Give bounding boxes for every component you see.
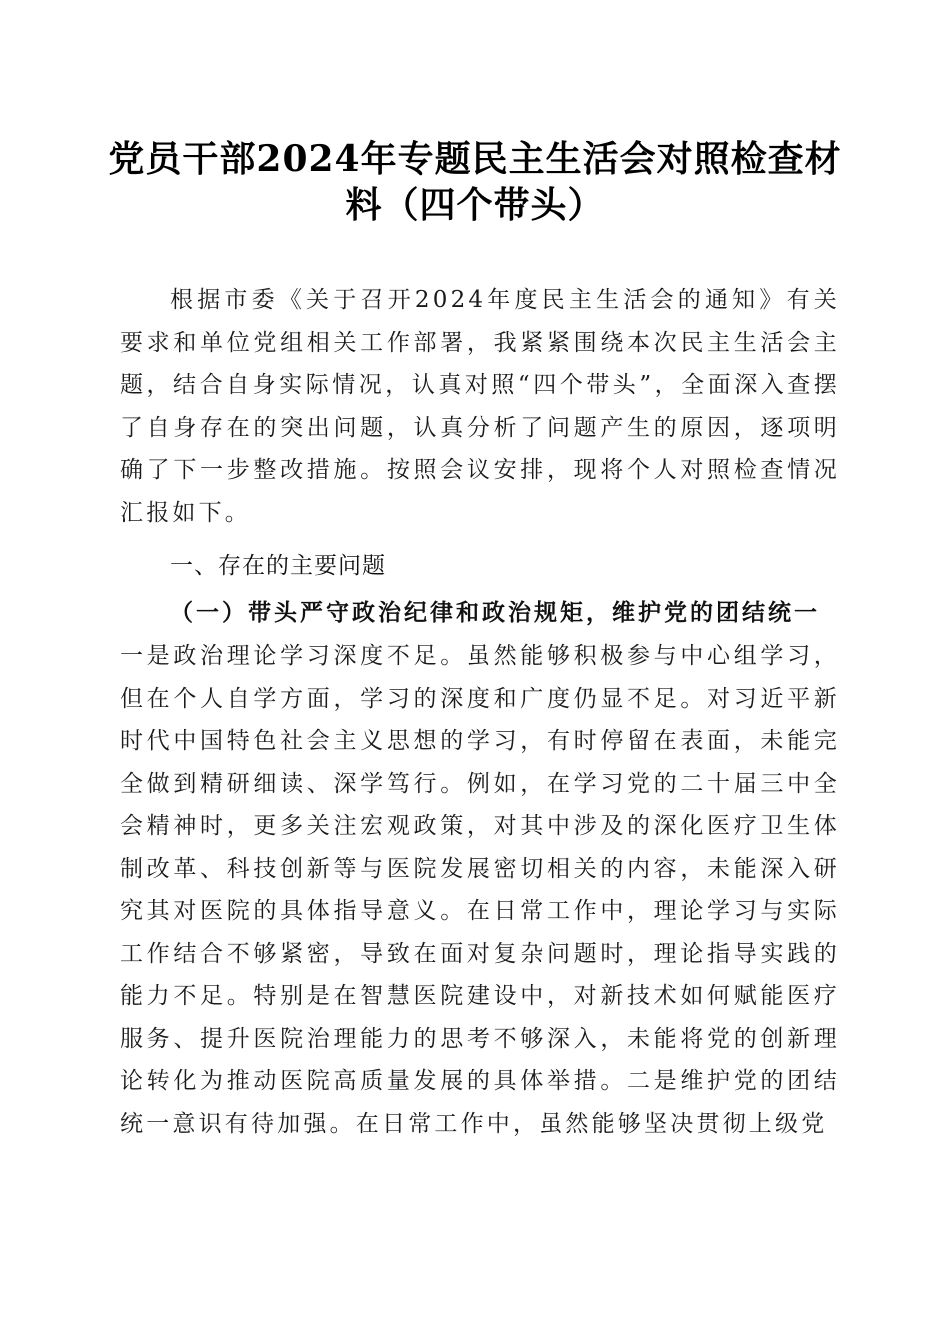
subsection-heading: （一）带头严守政治纪律和政治规矩，维护党的团结统一 (170, 599, 820, 626)
subsection-paragraph: 一是政治理论学习深度不足。虽然能够积极参与中心组学习，但在个人自学方面，学习的深度和广度仍显不足。对习近平新时代中国特色社会主义思想的学习，有时停留在表面，未能完全做到精研细读、深学笃行。例如，在学习党的二十届三中全会精神时，更多关注宏观政策，对其中涉及的深化医疗卫生体制改革、科技创新等与医院发展密切相关的内容，未能深入研究其对医院的具体指导意义。在日常工作中，理论学习与实际工作结合不够紧密，导致在面对复杂问题时，理论指导实践的能力不足。特别是在智慧医院建设中，对新技术如何赋能医疗服务、提升医院治理能力的思考不够深入，未能将党的创新理论转化为推动医院高质量发展的具体举措。二是维护党的团结统一意识有待加强。在日常工作中，虽然能够坚决贯彻上级党 (120, 643, 840, 1137)
document-title: 党员干部2024年专题民主生活会对照检查材料（四个带头） (108, 138, 842, 226)
intro-paragraph: 根据市委《关于召开2024年度民主生活会的通知》有关要求和单位党组相关工作部署，我紧紧围绕本次民主生活会主题，结合自身实际情况，认真对照“四个带头”，全面深入查摆了自身存在的突出问题，认真分析了问题产生的原因，逐项明确了下一步整改措施。按照会议安排，现将个人对照检查情况汇报如下。 (120, 287, 840, 526)
section-heading: 一、存在的主要问题 (170, 553, 386, 579)
